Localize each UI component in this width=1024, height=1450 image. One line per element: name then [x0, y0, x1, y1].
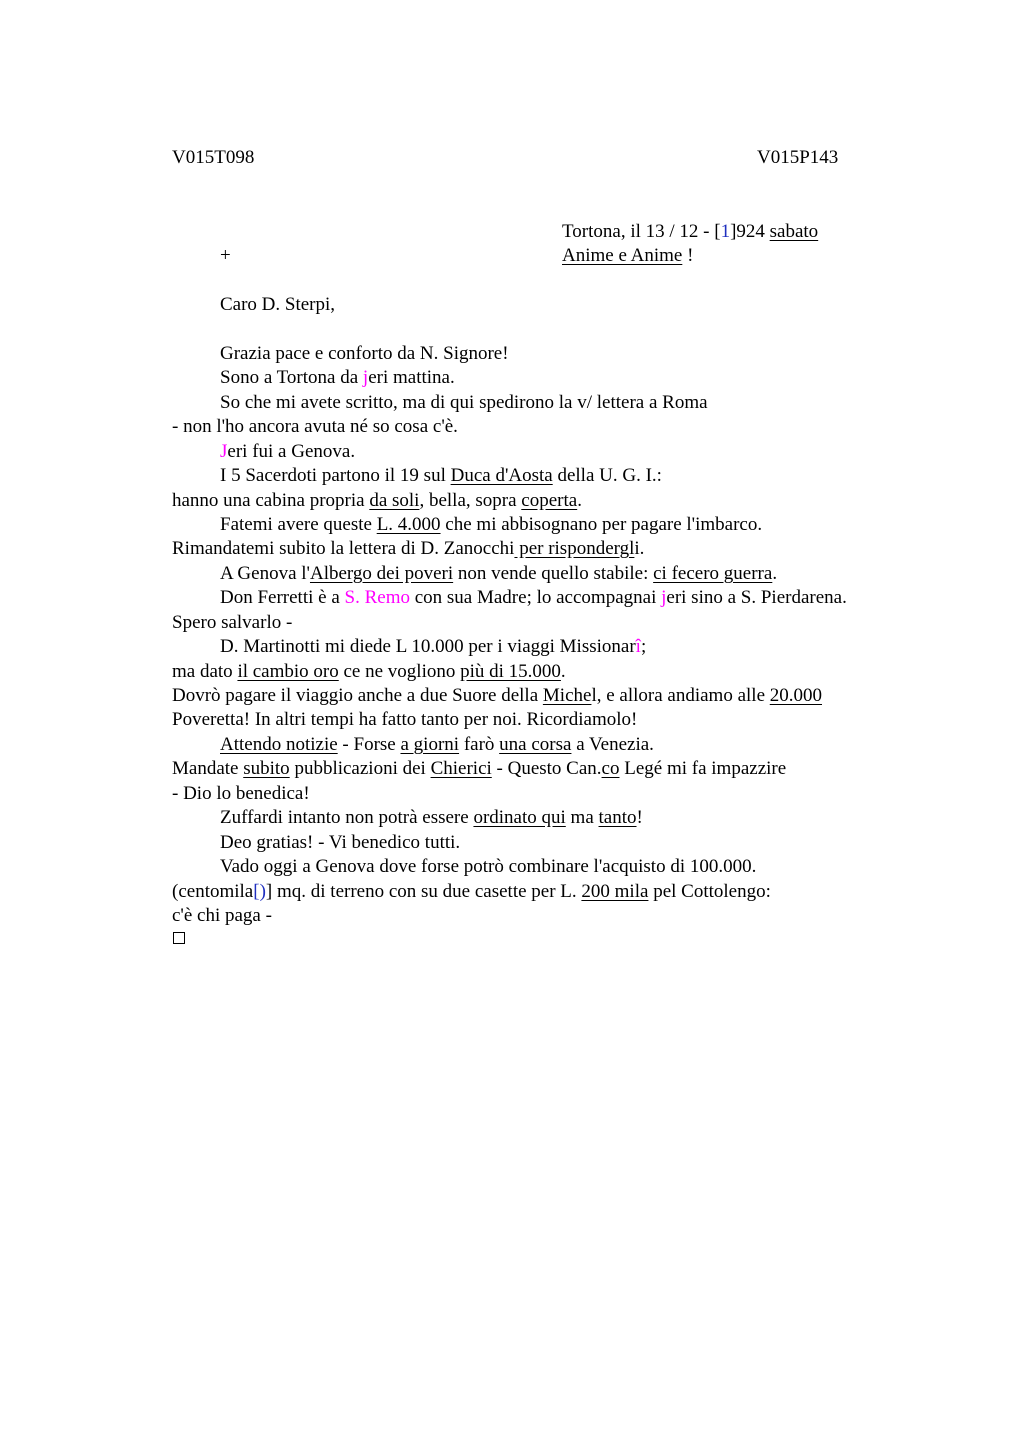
body-line: Don Ferretti è a S. Remo con sua Madre; lo accompagnai jeri sino a S. Pierdarena.	[220, 587, 847, 608]
end-square-marker	[173, 932, 185, 944]
body-line: D. Martinotti mi diede L 10.000 per i viaggi Missionarî;	[220, 636, 647, 657]
document-code-right: V015P143	[757, 147, 839, 168]
salutation: Caro D. Sterpi,	[220, 294, 336, 315]
body-line: I 5 Sacerdoti partono il 19 sul Duca d'Aosta della U. G. I.:	[220, 465, 662, 486]
body-line: - non l'ho ancora avuta né so cosa c'è.	[172, 416, 458, 437]
body-line: Deo gratias! - Vi benedico tutti.	[220, 832, 461, 853]
document-code-left: V015T098	[172, 147, 255, 168]
body-line: Sono a Tortona da jeri mattina.	[220, 367, 455, 388]
body-line: Mandate subito pubblicazioni dei Chierici - Questo Can.co Legé mi fa impazzire	[172, 758, 787, 779]
body-line: Dovrò pagare il viaggio anche a due Suore della Michel, e allora andiamo alle 20.000	[172, 685, 822, 706]
body-line: Spero salvarlo -	[172, 612, 293, 633]
dateline: Tortona, il 13 / 12 - [1]924 sabato	[562, 221, 819, 242]
body-line: Vado oggi a Genova dove forse potrò combinare l'acquisto di 100.000.	[220, 856, 757, 877]
weekday: sabato	[769, 221, 819, 242]
body-line: Jeri fui a Genova.	[220, 441, 356, 462]
body-line: Poveretta! In altri tempi ha fatto tanto per noi. Ricordiamolo!	[172, 709, 638, 730]
body-line: Attendo notizie - Forse a giorni farò una corsa a Venezia.	[220, 734, 654, 755]
body-line: A Genova l'Albergo dei poveri non vende quello stabile: ci fecero guerra.	[220, 563, 778, 584]
body-line: c'è chi paga -	[172, 905, 272, 926]
body-line: Rimandatemi subito la lettera di D. Zanocchi per rispondergli.	[172, 538, 645, 559]
body-line: Fatemi avere queste L. 4.000 che mi abbisognano per pagare l'imbarco.	[220, 514, 763, 535]
cross-mark: +	[220, 245, 231, 266]
body-line: Zuffardi intanto non potrà essere ordinato qui ma tanto!	[220, 807, 643, 828]
body-line: So che mi avete scritto, ma di qui spedirono la v/ lettera a Roma	[220, 392, 708, 413]
body-line: ma dato il cambio oro ce ne vogliono più di 15.000.	[172, 661, 566, 682]
body-line: (centomila[)] mq. di terreno con su due casette per L. 200 mila pel Cottolengo:	[172, 881, 771, 902]
body-line: hanno una cabina propria da soli, bella, sopra coperta.	[172, 490, 582, 511]
body-line: Grazia pace e conforto da N. Signore!	[220, 343, 509, 364]
body-line: - Dio lo benedica!	[172, 783, 310, 804]
motto: Anime e Anime !	[562, 245, 694, 266]
